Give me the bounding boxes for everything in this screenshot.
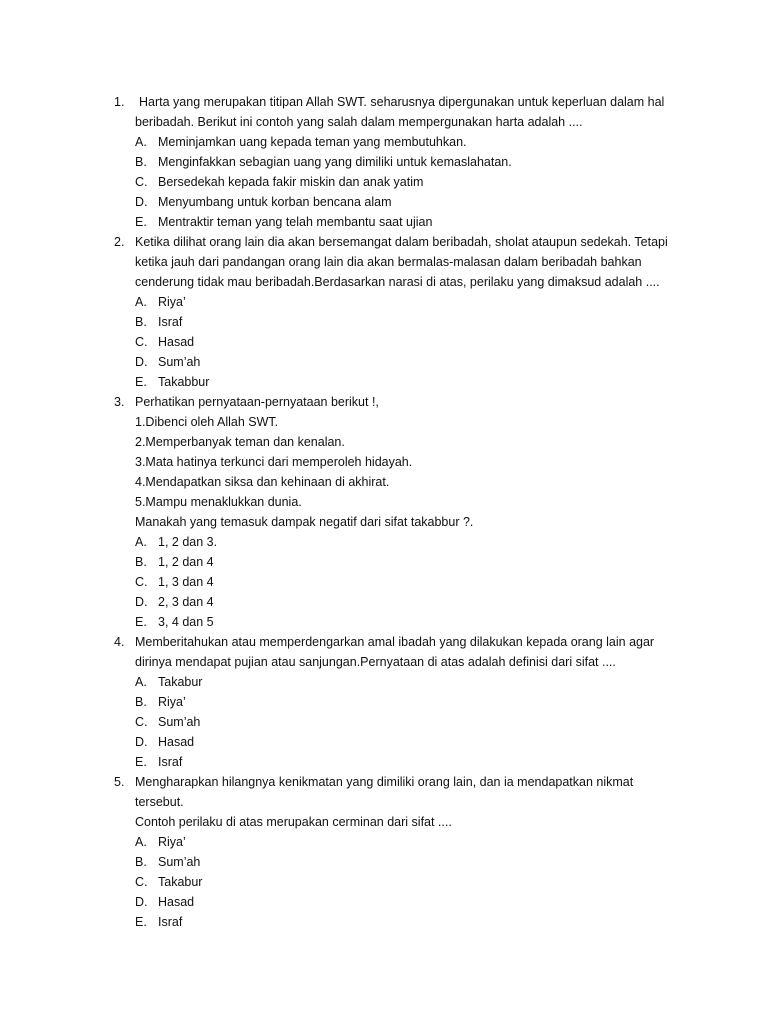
option-text: Riya’ bbox=[158, 835, 186, 849]
option-letter: A. bbox=[135, 295, 147, 309]
option-letter: B. bbox=[135, 555, 147, 569]
option-text: Hasad bbox=[158, 335, 195, 349]
option-letter: C. bbox=[135, 575, 148, 589]
option-text: Israf bbox=[158, 755, 183, 769]
option-text: Takabur bbox=[158, 875, 203, 889]
question-text-line: Harta yang merupakan titipan Allah SWT. seharusnya dipergunakan untuk keperluan dalam hal bbox=[139, 95, 665, 109]
option-text: Israf bbox=[158, 315, 183, 329]
question-2 bbox=[114, 232, 674, 392]
question-text-line: Ketika dilihat orang lain dia akan bersemangat dalam beribadah, sholat ataupun sedekah. Tetapi bbox=[135, 235, 668, 249]
option-letter: C. bbox=[135, 875, 148, 889]
question-4 bbox=[114, 632, 674, 772]
question-text-line: cenderung tidak mau beribadah.Berdasarkan narasi di atas, perilaku yang dimaksud adalah .... bbox=[135, 275, 660, 289]
option-text: Riya’ bbox=[158, 695, 186, 709]
option-letter: E. bbox=[135, 375, 147, 389]
statement-line: 4.Mendapatkan siksa dan kehinaan di akhirat. bbox=[135, 475, 390, 489]
answer-option-e bbox=[135, 612, 674, 632]
answer-option-d bbox=[135, 352, 674, 372]
question-3 bbox=[114, 392, 674, 632]
statement-line: 3.Mata hatinya terkunci dari memperoleh hidayah. bbox=[135, 455, 413, 469]
question-text-line: Contoh perilaku di atas merupakan cerminan dari sifat .... bbox=[135, 815, 452, 829]
option-text: 1, 2 dan 4 bbox=[158, 555, 214, 569]
question-5 bbox=[114, 772, 674, 932]
question-1 bbox=[114, 92, 674, 232]
answer-option-a bbox=[135, 532, 674, 552]
answer-option-b bbox=[135, 852, 674, 872]
option-text: Takabbur bbox=[158, 375, 210, 389]
option-text: Israf bbox=[158, 915, 183, 929]
question-list bbox=[114, 92, 674, 932]
answer-option-b bbox=[135, 152, 674, 172]
answer-option-c bbox=[135, 172, 674, 192]
question-text-line: Perhatikan pernyataan-pernyataan berikut !, bbox=[135, 395, 379, 409]
option-text: 1, 3 dan 4 bbox=[158, 575, 214, 589]
answer-option-d bbox=[135, 732, 674, 752]
option-letter: A. bbox=[135, 535, 147, 549]
option-text: Menginfakkan sebagian uang yang dimiliki untuk kemaslahatan. bbox=[158, 155, 512, 169]
option-text: Sum’ah bbox=[158, 855, 201, 869]
answer-option-e bbox=[135, 372, 674, 392]
question-number: 3. bbox=[114, 395, 125, 409]
option-text: Hasad bbox=[158, 735, 195, 749]
option-letter: B. bbox=[135, 855, 147, 869]
option-letter: E. bbox=[135, 215, 147, 229]
option-letter: B. bbox=[135, 155, 147, 169]
option-text: Hasad bbox=[158, 895, 195, 909]
answer-option-c bbox=[135, 872, 674, 892]
statement-line: 1.Dibenci oleh Allah SWT. bbox=[135, 415, 279, 429]
answer-option-b bbox=[135, 552, 674, 572]
option-text: Menyumbang untuk korban bencana alam bbox=[158, 195, 392, 209]
option-letter: D. bbox=[135, 355, 148, 369]
option-text: 1, 2 dan 3. bbox=[158, 535, 218, 549]
question-number: 5. bbox=[114, 775, 125, 789]
answer-option-b bbox=[135, 692, 674, 712]
answer-option-e bbox=[135, 212, 674, 232]
option-letter: C. bbox=[135, 175, 148, 189]
option-text: Sum’ah bbox=[158, 715, 201, 729]
option-letter: D. bbox=[135, 595, 148, 609]
question-number: 2. bbox=[114, 235, 125, 249]
question-text-line: beribadah. Berikut ini contoh yang salah dalam mempergunakan harta adalah .... bbox=[135, 115, 583, 129]
option-text: Takabur bbox=[158, 675, 203, 689]
option-letter: B. bbox=[135, 315, 147, 329]
question-text-line: tersebut. bbox=[135, 795, 184, 809]
statement-line: 5.Mampu menaklukkan dunia. bbox=[135, 495, 302, 509]
option-letter: D. bbox=[135, 895, 148, 909]
option-text: 3, 4 dan 5 bbox=[158, 615, 214, 629]
option-letter: A. bbox=[135, 135, 147, 149]
question-number: 4. bbox=[114, 635, 125, 649]
option-letter: E. bbox=[135, 915, 147, 929]
answer-option-c bbox=[135, 572, 674, 592]
option-letter: D. bbox=[135, 195, 148, 209]
option-letter: A. bbox=[135, 835, 147, 849]
option-text: Bersedekah kepada fakir miskin dan anak yatim bbox=[158, 175, 424, 189]
answer-option-a bbox=[135, 672, 674, 692]
option-letter: A. bbox=[135, 675, 147, 689]
option-letter: D. bbox=[135, 735, 148, 749]
question-text-line: ketika jauh dari pandangan orang lain dia akan bermalas-malasan dalam beribadah bahkan bbox=[135, 255, 642, 269]
answer-option-e bbox=[135, 912, 674, 932]
option-text: Meminjamkan uang kepada teman yang membutuhkan. bbox=[158, 135, 467, 149]
answer-option-c bbox=[135, 332, 674, 352]
option-letter: C. bbox=[135, 715, 148, 729]
question-text-line: Mengharapkan hilangnya kenikmatan yang dimiliki orang lain, dan ia mendapatkan nikmat bbox=[135, 775, 634, 789]
answer-option-a bbox=[135, 832, 674, 852]
option-text: Riya’ bbox=[158, 295, 186, 309]
answer-option-d bbox=[135, 592, 674, 612]
option-text: 2, 3 dan 4 bbox=[158, 595, 214, 609]
answer-option-e bbox=[135, 752, 674, 772]
option-letter: C. bbox=[135, 335, 148, 349]
question-number: 1. bbox=[114, 95, 125, 109]
answer-option-c bbox=[135, 712, 674, 732]
answer-option-a bbox=[135, 132, 674, 152]
option-letter: E. bbox=[135, 755, 147, 769]
option-letter: E. bbox=[135, 615, 147, 629]
question-text-line: dirinya mendapat pujian atau sanjungan.Pernyataan di atas adalah definisi dari sifat .... bbox=[135, 655, 616, 669]
answer-option-a bbox=[135, 292, 674, 312]
answer-option-d bbox=[135, 192, 674, 212]
statement-line: 2.Memperbanyak teman dan kenalan. bbox=[135, 435, 345, 449]
answer-option-b bbox=[135, 312, 674, 332]
option-text: Sum’ah bbox=[158, 355, 201, 369]
option-text: Mentraktir teman yang telah membantu saat ujian bbox=[158, 215, 433, 229]
question-text-line: Manakah yang temasuk dampak negatif dari sifat takabbur ?. bbox=[135, 515, 474, 529]
option-letter: B. bbox=[135, 695, 147, 709]
answer-option-d bbox=[135, 892, 674, 912]
question-text-line: Memberitahukan atau memperdengarkan amal ibadah yang dilakukan kepada orang lain agar bbox=[135, 635, 655, 649]
